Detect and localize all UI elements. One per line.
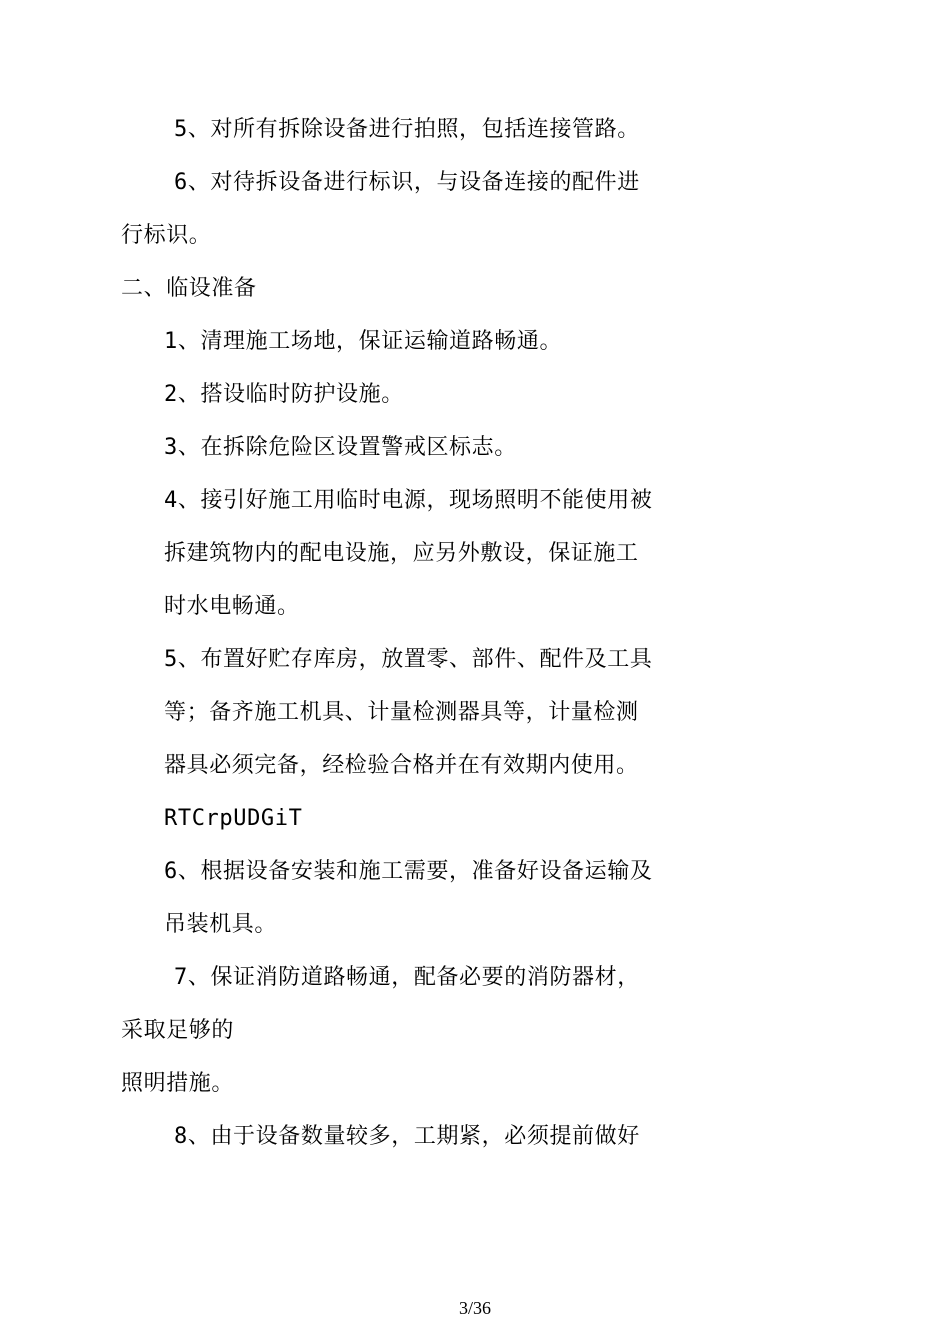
text-line: 6、对待拆设备进行标识，与设备连接的配件进 [174, 170, 640, 195]
text-line: 5、布置好贮存库房，放置零、部件、配件及工具 [164, 647, 653, 672]
text-line: 照明措施。 [121, 1071, 235, 1096]
text-line: 8、由于设备数量较多，工期紧，必须提前做好 [174, 1124, 640, 1149]
text-line: 5、对所有拆除设备进行拍照，包括连接管路。 [174, 117, 640, 142]
text-line: 4、接引好施工用临时电源，现场照明不能使用被 [164, 488, 653, 513]
section-heading: 二、临设准备 [121, 276, 257, 301]
text-line: 采取足够的 [121, 1018, 235, 1043]
text-line: 1、清理施工场地，保证运输道路畅通。 [164, 329, 563, 354]
text-line: 7、保证消防道路畅通，配备必要的消防器材， [174, 965, 640, 990]
page-number: 3/36 [458, 1298, 491, 1318]
text-line: 吊装机具。 [164, 912, 278, 937]
text-line: 等；备齐施工机具、计量检测器具等，计量检测 [164, 700, 639, 725]
text-line: 拆建筑物内的配电设施，应另外敷设，保证施工 [164, 541, 639, 566]
text-line: 2、搭设临时防护设施。 [164, 382, 404, 407]
text-line: 时水电畅通。 [164, 594, 300, 619]
text-line: 器具必须完备，经检验合格并在有效期内使用。 [164, 753, 639, 778]
text-line: 3、在拆除危险区设置警戒区标志。 [164, 435, 517, 460]
text-line: RTCrpUDGiT [164, 806, 303, 831]
text-line: 行标识。 [121, 223, 212, 248]
text-line: 6、根据设备安装和施工需要，准备好设备运输及 [164, 859, 653, 884]
